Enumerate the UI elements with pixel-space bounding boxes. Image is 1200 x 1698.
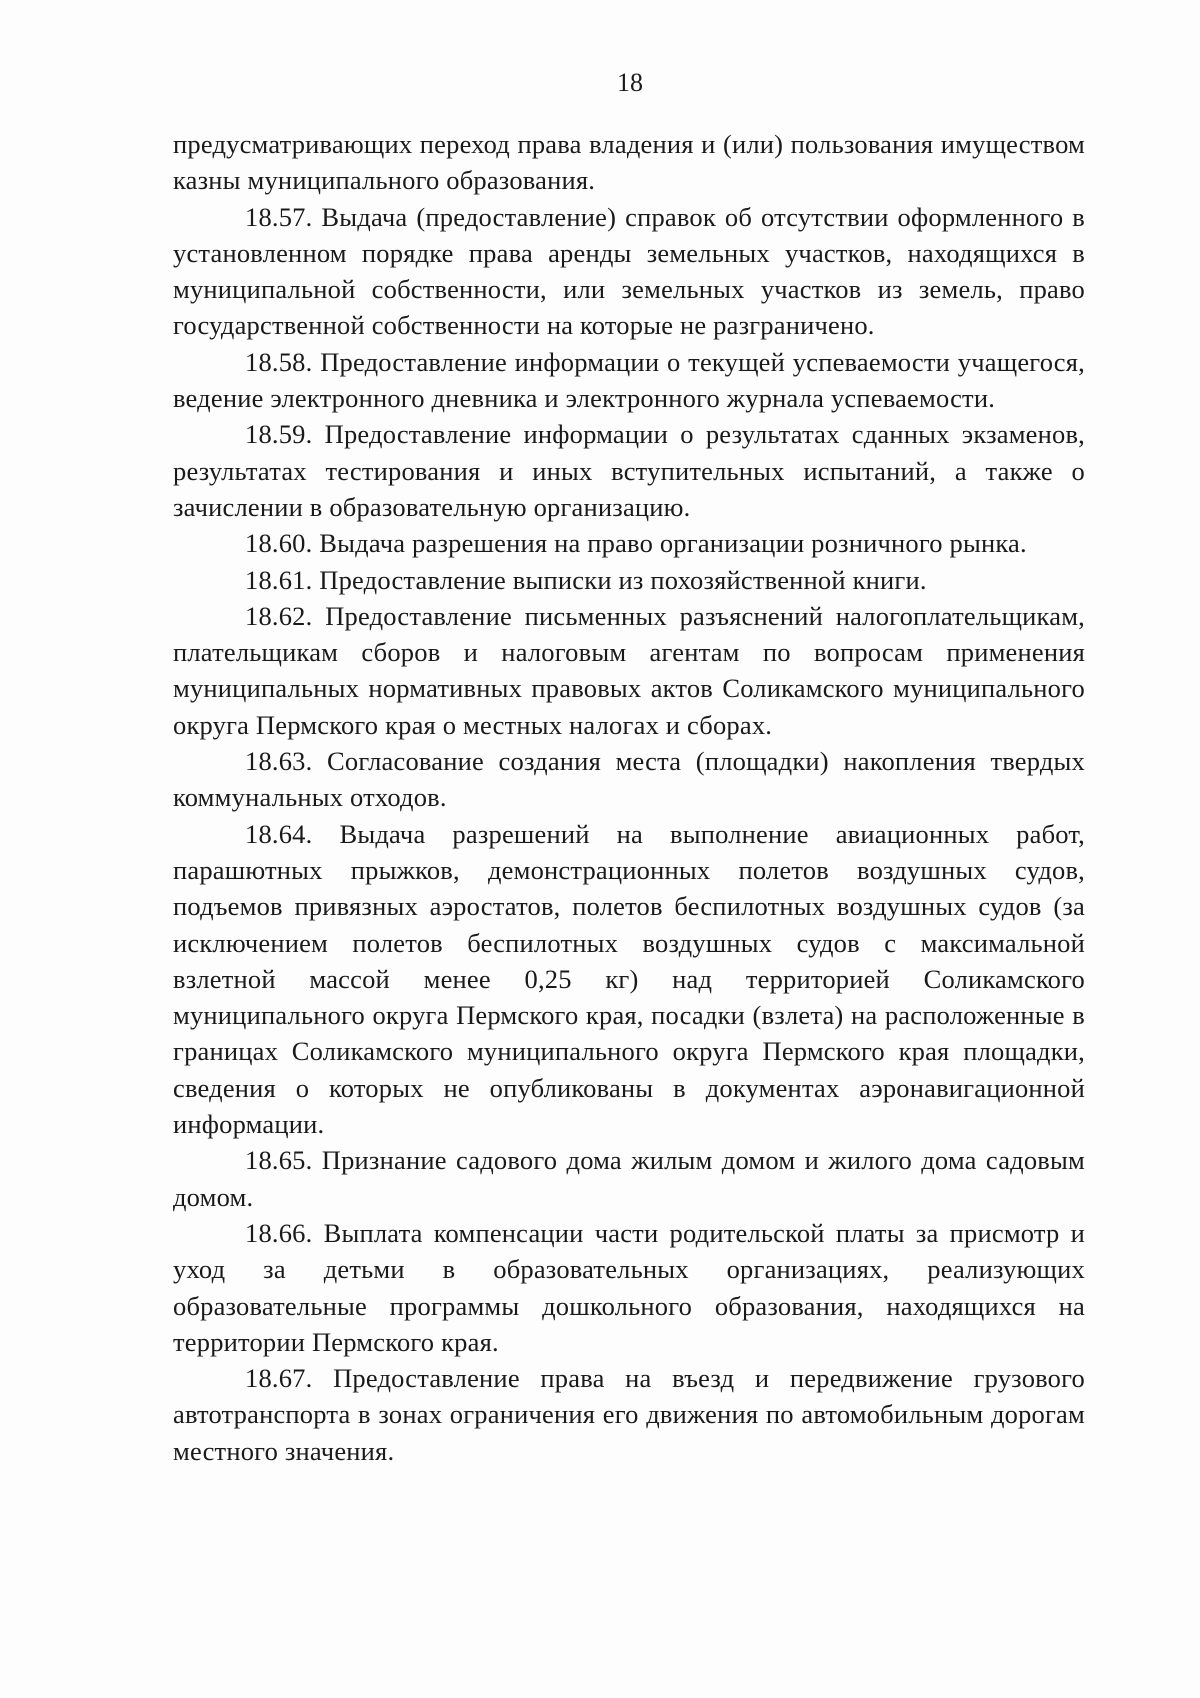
document-body	[173, 126, 1085, 1469]
paragraph-18-63: 18.63. Согласование создания места (площадки) накопления твердых коммунальных отходов.	[173, 746, 1085, 813]
paragraph-18-57: 18.57. Выдача (предоставление) справок об отсутствии оформленного в установленном порядке права аренды земельных участков, находящихся в муниципальной собственности, или земельных участков из земель, право государственной собственности на которые не разграничено.	[173, 201, 1085, 341]
paragraph-18-61: 18.61. Предоставление выписки из похозяйственной книги.	[245, 564, 927, 595]
paragraph-continuation: предусматривающих переход права владения и (или) пользования имуществом казны муниципального образования.	[173, 129, 1085, 196]
paragraph-18-60: 18.60. Выдача разрешения на право организации розничного рынка.	[245, 528, 1027, 559]
paragraph-18-64: 18.64. Выдача разрешений на выполнение авиационных работ, парашютных прыжков, демонстрационных полетов воздушных судов, подъемов привязных аэростатов, полетов беспилотных воздушных судов (за исключением полетов беспилотных воздушных судов с максимальной взлетной массой менее 0,25 кг) над территорией Соликамского муниципального округа Пермского края, посадки (взлета) на расположенные в границах Соликамского муниципального округа Пермского края площадки, сведения о которых не опубликованы в документах аэронавигационной информации.	[173, 818, 1085, 1140]
paragraph-18-62: 18.62. Предоставление письменных разъяснений налогоплательщикам, плательщикам сборов и налоговым агентам по вопросам применения муниципальных нормативных правовых актов Соликамского муниципального округа Пермского края о местных налогах и сборах.	[173, 600, 1085, 740]
paragraph-18-59: 18.59. Предоставление информации о результатах сданных экзаменов, результатах тестирования и иных вступительных испытаний, а также о зачислении в образовательную организацию.	[173, 419, 1085, 522]
paragraph-18-58: 18.58. Предоставление информации о текущей успеваемости учащегося, ведение электронного дневника и электронного журнала успеваемости.	[173, 346, 1085, 414]
paragraph-18-65: 18.65. Признание садового дома жилым домом и жилого дома садовым домом.	[173, 1145, 1085, 1212]
page-number: 18	[617, 68, 643, 97]
paragraph-18-67: 18.67. Предоставление права на въезд и передвижение грузового автотранспорта в зонах ограничения его движения по автомобильным дорогам местного значения.	[173, 1363, 1085, 1466]
paragraph-18-66: 18.66. Выплата компенсации части родительской платы за присмотр и уход за детьми в образовательных организациях, реализующих образовательные программы дошкольного образования, находящихся на территории Пермского края.	[173, 1217, 1085, 1357]
